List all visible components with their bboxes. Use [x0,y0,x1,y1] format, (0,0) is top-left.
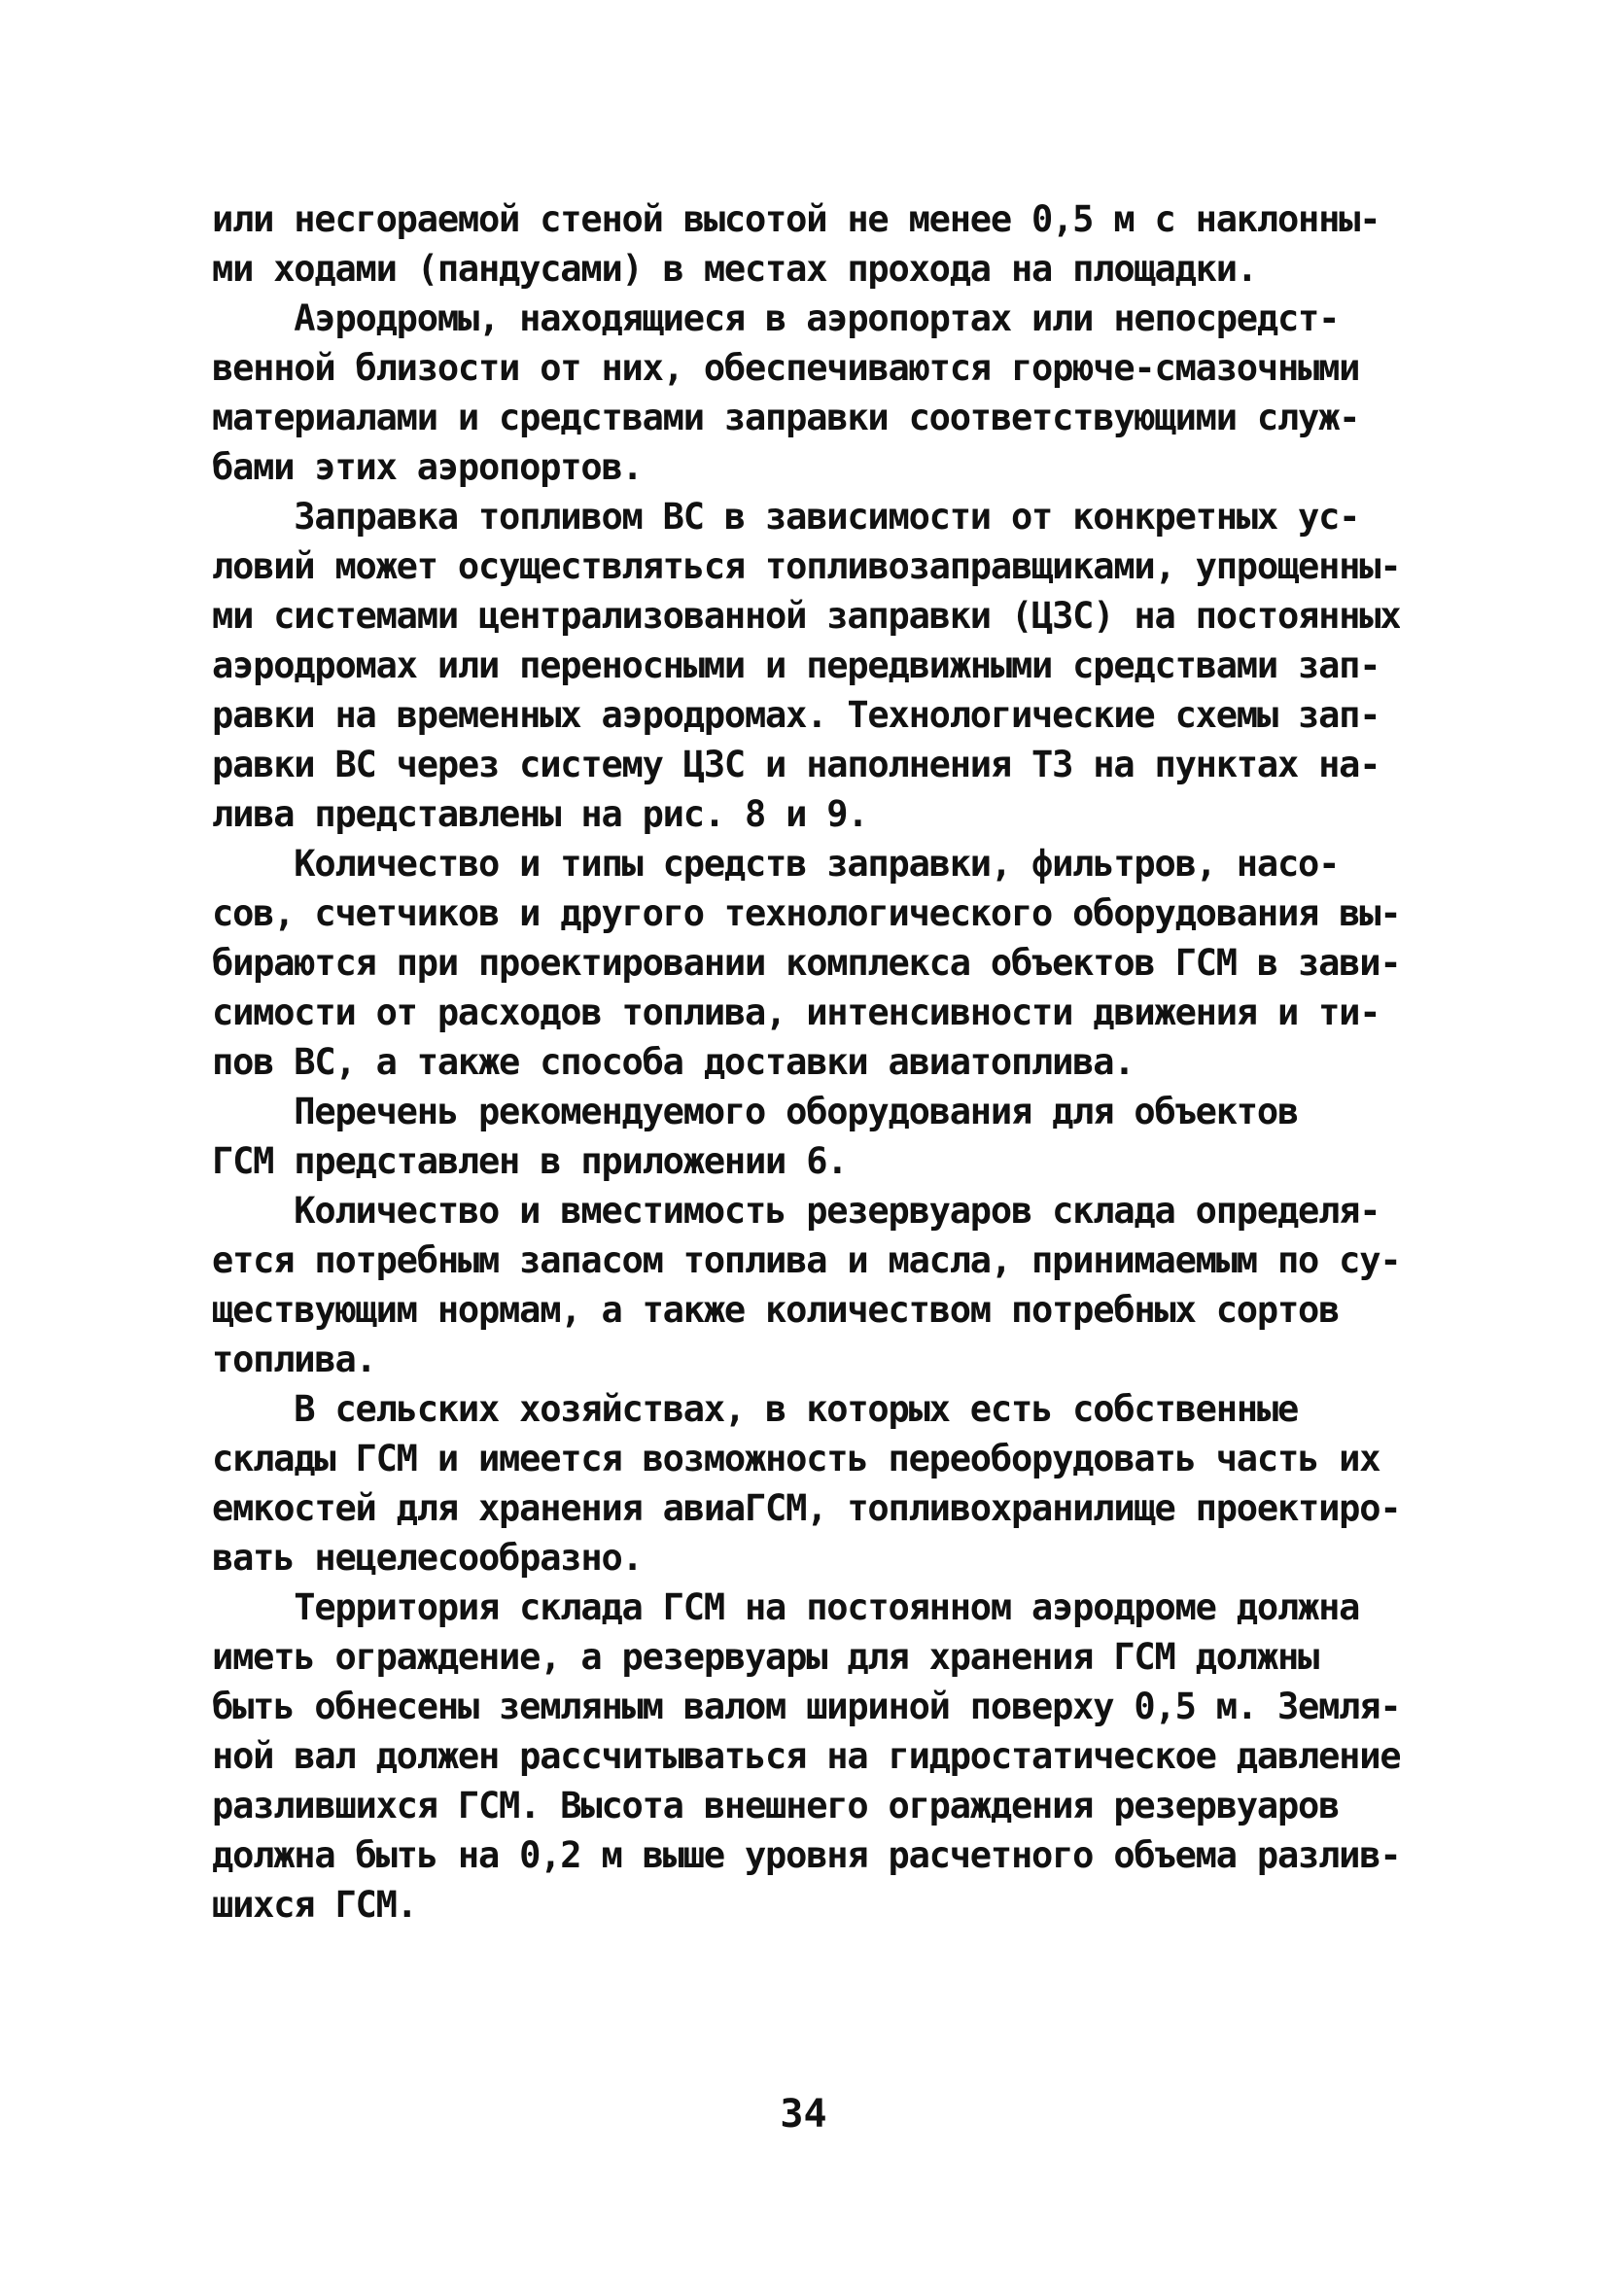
text-line: бираются при проектировании комплекса объектов ГСМ в зави- [212,942,1400,984]
text-line: или несгораемой стеной высотой не менее 0,5 м с наклонны- [212,198,1380,240]
text-line: равки ВС через систему ЦЗС и наполнения ТЗ на пунктах на- [212,744,1380,785]
text-line: ной вал должен рассчитываться на гидростатическое давление [212,1735,1400,1777]
text-line: пов ВС, а также способа доставки авиатоплива. [212,1041,1135,1083]
text-line: шихся ГСМ. [212,1884,417,1926]
text-line: Перечень рекомендуемого оборудования для объектов [212,1091,1299,1132]
text-line: равки на временных аэродромах. Технологические схемы зап- [212,694,1380,736]
text-line: В сельских хозяйствах, в которых есть собственные [212,1388,1299,1430]
text-line: ми системами централизованной заправки (ЦЗС) на постоянных [212,595,1400,637]
text-line: лива представлены на рис. 8 и 9. [212,793,868,835]
text-line: Заправка топливом ВС в зависимости от конкретных ус- [212,496,1360,538]
text-line: ется потребным запасом топлива и масла, принимаемым по су- [212,1239,1400,1281]
text-line: ловий может осуществляться топливозаправщиками, упрощенны- [212,545,1400,587]
text-line: емкостей для хранения авиаГСМ, топливохранилище проектиро- [212,1487,1400,1529]
page-number: 34 [780,2092,827,2137]
text-line: материалами и средствами заправки соответствующими служ- [212,397,1360,438]
text-line: быть обнесены земляным валом шириной поверху 0,5 м. Земля- [212,1686,1400,1727]
text-line: бами этих аэропортов. [212,446,643,488]
text-line: аэродромах или переносными и передвижными средствами зап- [212,644,1380,686]
text-line: разлившихся ГСМ. Высота внешнего ограждения резервуаров [212,1785,1340,1826]
text-line: симости от расходов топлива, интенсивности движения и ти- [212,991,1380,1033]
text-line: вать нецелесообразно. [212,1537,643,1579]
text-line: Количество и типы средств заправки, фильтров, насо- [212,843,1340,885]
text-line: сов, счетчиков и другого технологического оборудования вы- [212,892,1400,934]
text-line: Территория склада ГСМ на постоянном аэродроме должна [212,1586,1360,1628]
text-line: венной близости от них, обеспечиваются горюче-смазочными [212,347,1360,389]
text-line: ществующим нормам, а также количеством потребных сортов [212,1289,1340,1331]
text-line: ми ходами (пандусами) в местах прохода на площадки. [212,248,1257,290]
text-line: должна быть на 0,2 м выше уровня расчетного объема разлив- [212,1834,1400,1876]
text-line: иметь ограждение, а резервуары для хранения ГСМ должны [212,1636,1319,1678]
text-line: склады ГСМ и имеется возможность переоборудовать часть их [212,1438,1380,1479]
text-line: ГСМ представлен в приложении 6. [212,1140,848,1182]
body-text [212,194,1400,1930]
text-line: Аэродромы, находящиеся в аэропортах или непосредст- [212,297,1340,339]
text-line: Количество и вместимость резервуаров склада определя- [212,1190,1380,1232]
text-line: топлива. [212,1339,376,1380]
